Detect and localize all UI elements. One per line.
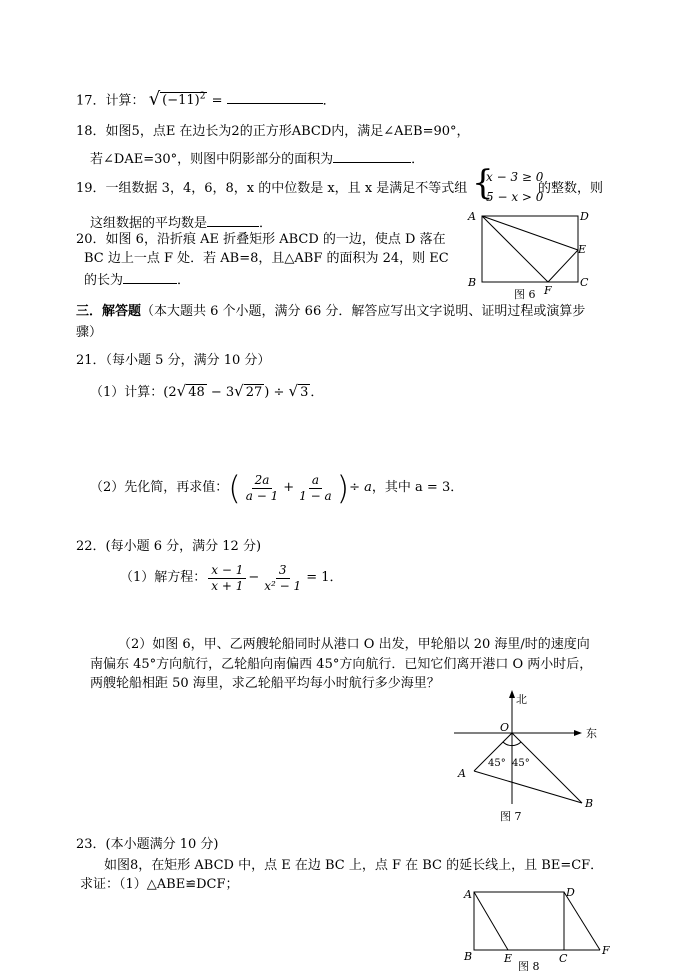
question-22-part1: （1）解方程： $\frac{x - 1}{x + 1}$ − $\frac{3}{\text{x² − 1}}$ = 1． bbox=[120, 562, 343, 593]
sqrt-symbol-icon: √ bbox=[234, 382, 244, 400]
question-21-part2: （2）先化简，再求值：( $\frac{2a}{a - 1}$ + $\frac{a}{1 - a}$ )÷ a，其中 a = 3． bbox=[90, 469, 464, 507]
question-22-part2-line1: （2）如图 6，甲、乙两艘轮船同时从港口 O 出发，甲轮船以 20 海里/时的速度向 bbox=[118, 637, 590, 652]
figure-7 bbox=[448, 686, 608, 826]
q17-radicand: $(-11)^2$ bbox=[162, 92, 206, 109]
fraction-2: $\frac{a}{1 - a}$ bbox=[299, 472, 332, 503]
inequality-1: x − 3 ≥ 0 bbox=[486, 170, 544, 184]
east-arrow-icon bbox=[574, 730, 582, 736]
question-22-header: 22．(每小题 6 分，满分 12 分) bbox=[76, 539, 262, 554]
fraction-1: $\frac{2a}{a - 1}$ bbox=[245, 472, 279, 503]
fraction-2: $\frac{3}{\text{x² − 1}}$ bbox=[264, 562, 302, 593]
question-23-header: 23．(本小题满分 10 分) bbox=[76, 837, 219, 852]
question-23-line2: 求证：（1）△ABE≌DCF； bbox=[80, 877, 239, 892]
answer-blank[interactable] bbox=[123, 269, 177, 284]
angle-label-2: 45° bbox=[512, 758, 530, 769]
label-b: B bbox=[468, 276, 477, 289]
segment-df bbox=[564, 892, 600, 950]
answer-blank[interactable] bbox=[333, 148, 411, 163]
label-o: O bbox=[500, 721, 510, 734]
question-20-line1: 20．如图 6，沿折痕 AE 折叠矩形 ABCD 的一边，使点 D 落在 bbox=[76, 232, 446, 247]
question-19-line1a: 19．一组数据 3，4，6，8，x 的中位数是 x，且 x 是满足不等式组 bbox=[76, 181, 468, 196]
question-20-line2: BC 边上一点 F 处．若 AB=8，且△ABF 的面积为 24，则 EC bbox=[84, 251, 449, 266]
question-21-header: 21．（每小题 5 分，满分 10 分） bbox=[76, 353, 271, 368]
question-17: 17．计算： √ $(-11)^2$ = ． bbox=[76, 88, 336, 110]
sqrt-symbol-icon: √ bbox=[176, 382, 187, 400]
figure-caption: 图 8 bbox=[518, 960, 540, 971]
paren-open-icon: ( bbox=[228, 469, 241, 507]
answer-blank[interactable] bbox=[227, 89, 323, 104]
brace-icon: { bbox=[472, 163, 494, 203]
label-north: 北 bbox=[516, 693, 527, 706]
inequality-2: 5 − x > 0 bbox=[486, 190, 544, 204]
rectangle-abcd bbox=[474, 892, 564, 950]
question-23-line1: 如图8，在矩形 ABCD 中，点 E 在边 BC 上，点 F 在 BC 的延长线上，且 BE=CF． bbox=[104, 858, 604, 873]
label-a: A bbox=[464, 888, 472, 901]
label-f: F bbox=[544, 284, 552, 297]
question-22-part2-line2: 南偏东 45°方向航行，乙轮船向南偏西 45°方向航行．已知它们离开港口 O 两小时后， bbox=[90, 657, 593, 672]
north-arrow-icon bbox=[509, 690, 515, 698]
label-c: C bbox=[580, 276, 589, 289]
sqrt-symbol-icon: √ bbox=[148, 88, 161, 110]
figure-8 bbox=[458, 884, 618, 971]
figure-caption: 图 7 bbox=[500, 810, 522, 823]
label-d: D bbox=[566, 886, 575, 899]
section-3-line2: 骤） bbox=[76, 325, 103, 340]
label-b: B bbox=[464, 950, 473, 963]
question-19-line1b: 的整数，则 bbox=[538, 181, 604, 196]
paren-close-icon: ) bbox=[336, 469, 350, 507]
question-18-line1: 18．如图5，点E 在边长为2的正方形ABCD内，满足∠AEB=90°， bbox=[76, 124, 470, 139]
label-d: D bbox=[580, 210, 589, 223]
question-18-line2: 若∠DAE=30°，则图中阴影部分的面积为 ． bbox=[90, 148, 424, 169]
angle-label-1: 45° bbox=[488, 758, 506, 769]
figure-caption: 图 6 bbox=[514, 288, 536, 301]
segment-ae bbox=[474, 892, 508, 950]
label-e: E bbox=[504, 952, 513, 965]
label-f: F bbox=[602, 944, 610, 957]
answer-blank[interactable] bbox=[207, 212, 259, 227]
label-c: C bbox=[559, 952, 568, 965]
label-b: B bbox=[585, 797, 594, 810]
fraction-1: $\frac{x - 1}{x + 1}$ bbox=[208, 563, 246, 594]
label-east: 东 bbox=[586, 727, 597, 740]
question-21-part1: （1）计算：(2√ 48 − 3√ 27 ) ÷ √ 3 ． bbox=[90, 382, 324, 400]
section-title: 三．解答题 bbox=[76, 304, 142, 319]
segment-af bbox=[482, 216, 548, 282]
question-19-line2: 这组数据的平均数是 ． bbox=[90, 212, 272, 233]
question-22-part2-line3: 两艘轮船相距 50 海里，求乙轮船平均每小时航行多少海里？ bbox=[90, 676, 440, 691]
q17-label: 17．计算： bbox=[76, 93, 145, 109]
question-20-line3: 的长为 ． bbox=[84, 269, 190, 290]
label-a: A bbox=[458, 767, 466, 780]
crease-ae bbox=[482, 216, 578, 250]
label-a: A bbox=[468, 210, 476, 223]
section-3-line1: 三．解答题（本大题共 6 个小题，满分 66 分．解答应写出文字说明、证明过程或演算步 bbox=[76, 304, 586, 319]
segment-fe bbox=[548, 250, 578, 282]
rectangle-abcd bbox=[482, 216, 578, 282]
figure-6 bbox=[462, 206, 602, 306]
label-e: E bbox=[578, 243, 587, 256]
sqrt-symbol-icon: √ bbox=[288, 382, 299, 400]
